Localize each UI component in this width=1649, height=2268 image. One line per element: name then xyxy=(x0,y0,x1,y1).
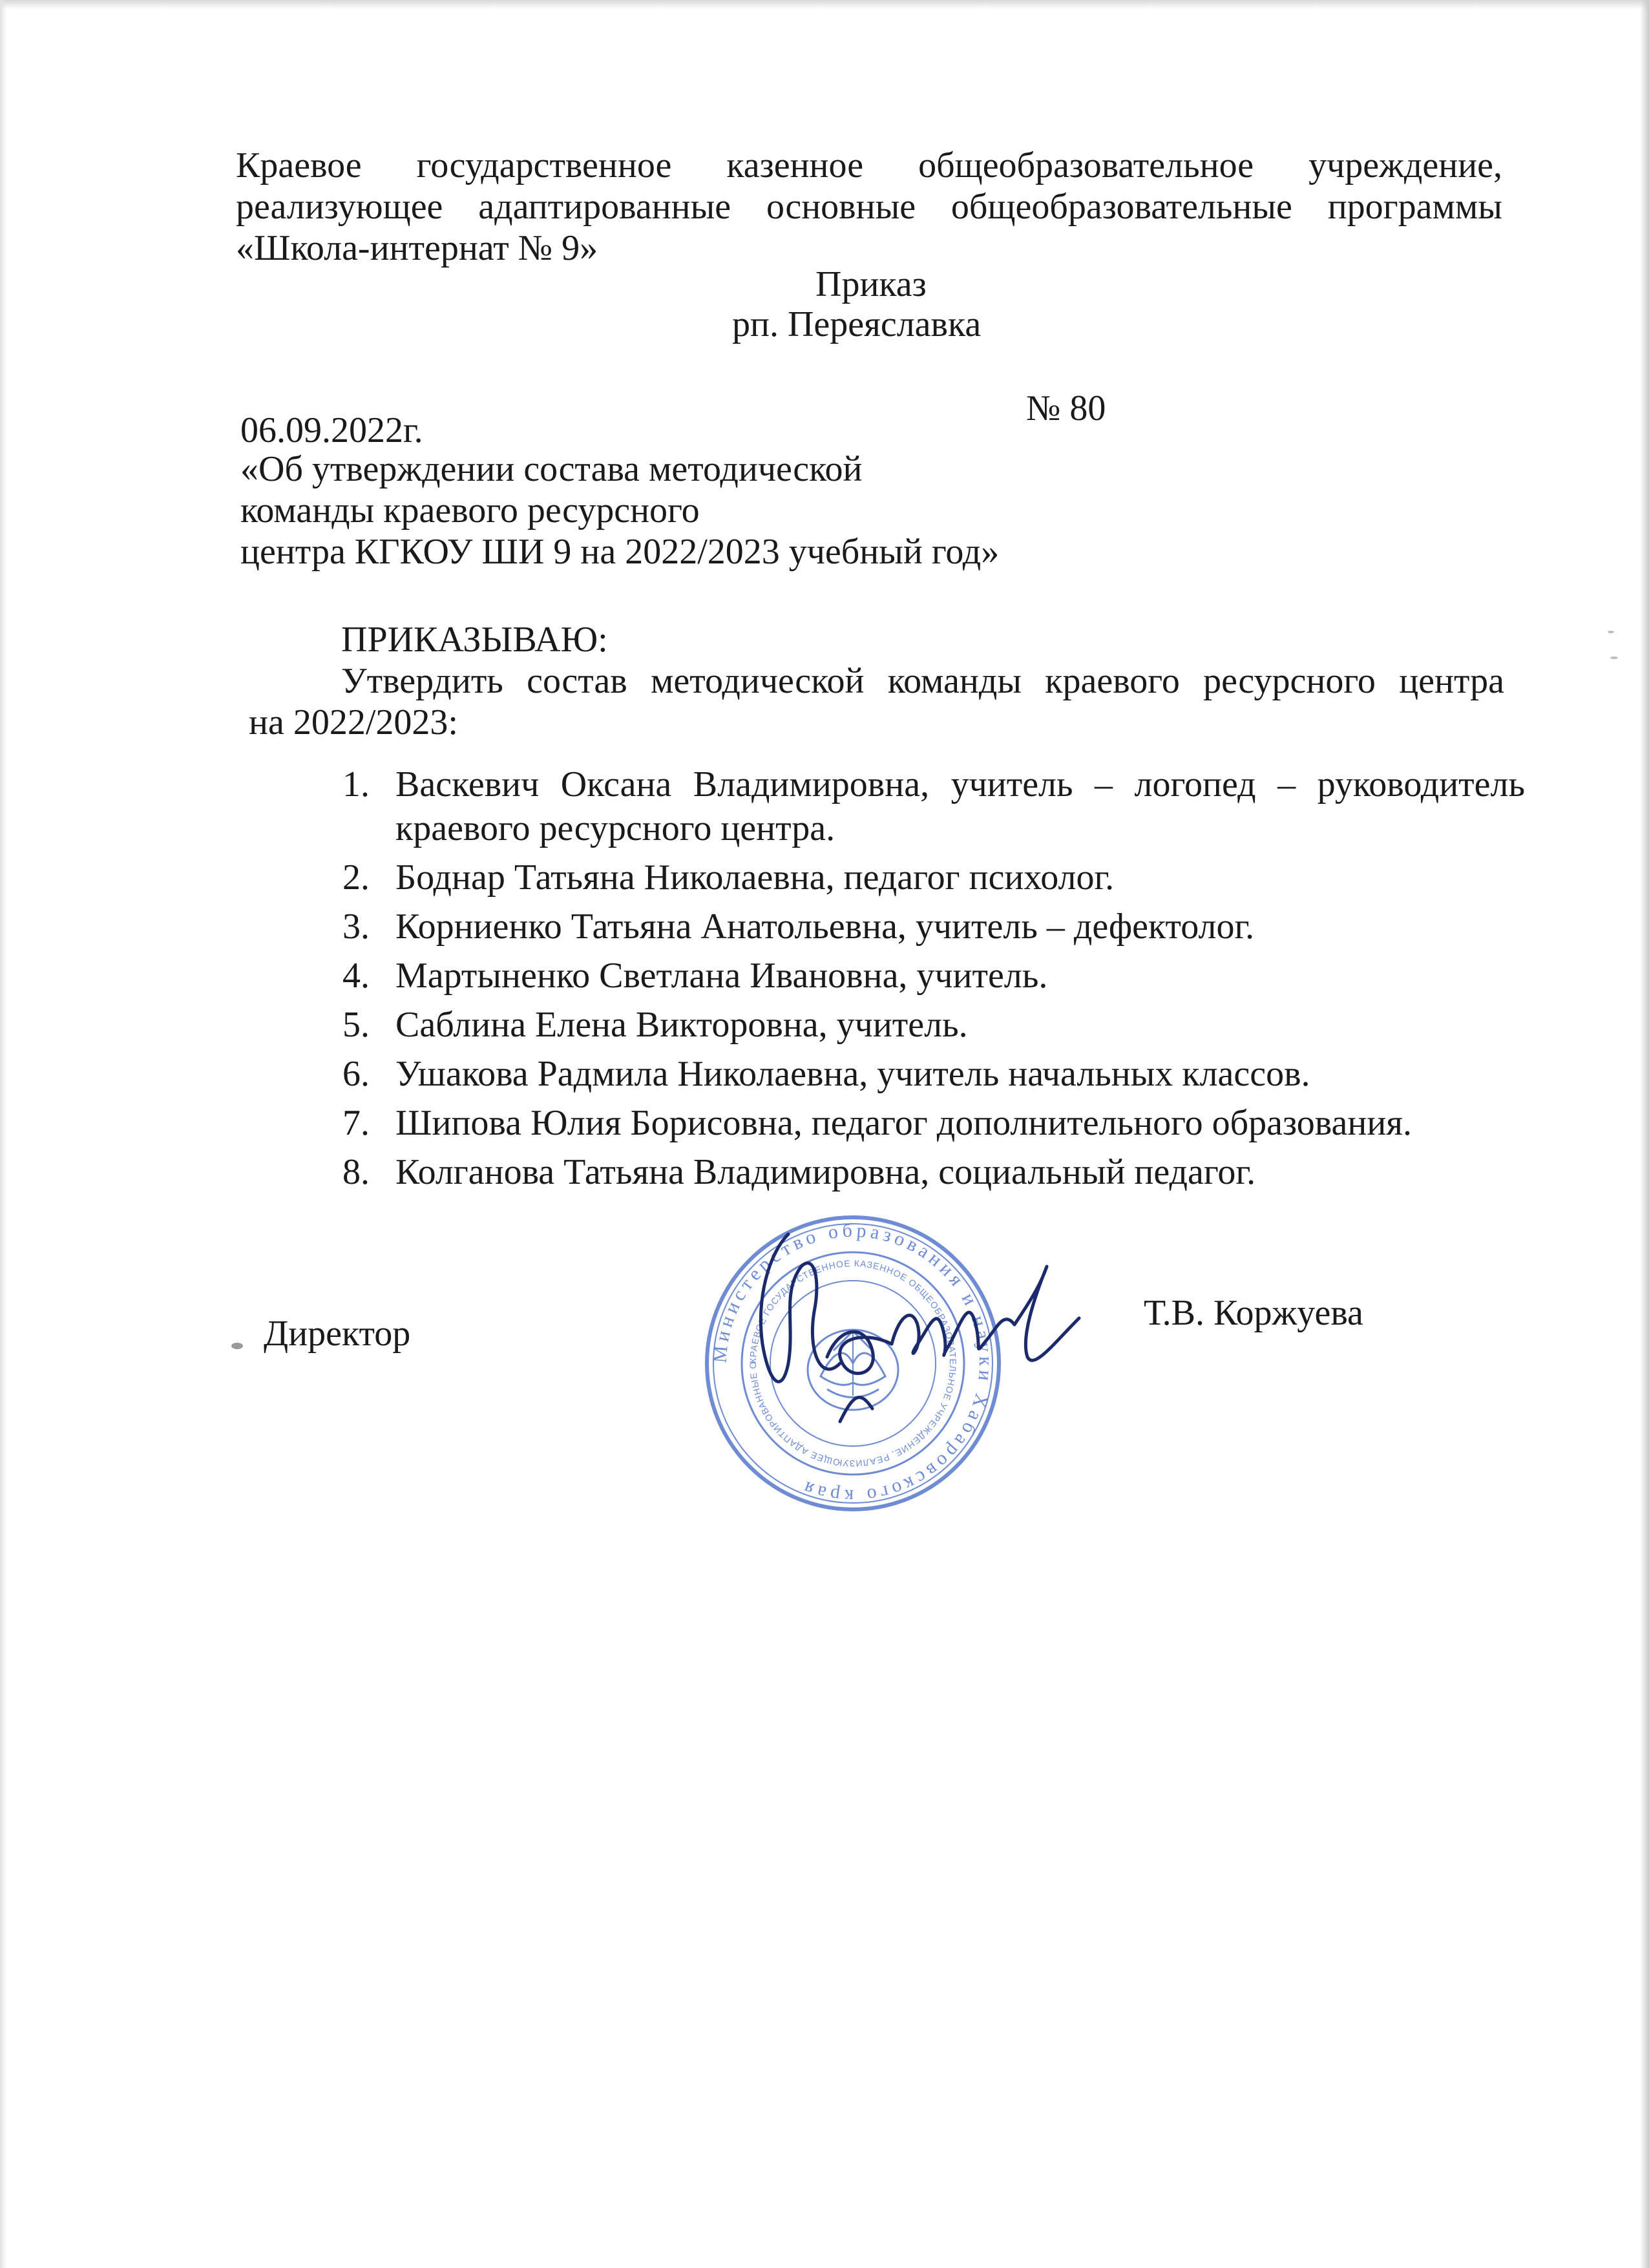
list-item xyxy=(336,1003,1525,1047)
org-name-line-1: Краевое государственное казенное общеобразовательное учреждение, xyxy=(236,145,1502,185)
signature-position: Директор xyxy=(264,1314,411,1354)
scan-edge-right xyxy=(1640,0,1649,2268)
list-item-text-continued: краевого ресурсного центра. xyxy=(395,808,835,848)
list-item xyxy=(336,762,1525,850)
signature-icon xyxy=(743,1228,1092,1434)
scan-artifact-dot xyxy=(1608,631,1614,633)
list-item-number: 8. xyxy=(342,1152,370,1192)
handwritten-signature xyxy=(743,1228,1092,1434)
list-item xyxy=(336,1052,1525,1096)
org-name-line-3: «Школа-интернат № 9» xyxy=(236,228,598,268)
svg-text:Министерство образования и нау: Министерство образования и науки Хабаровского края xyxy=(709,1219,997,1507)
scan-artifact-dot xyxy=(231,1343,243,1349)
list-item xyxy=(336,905,1525,949)
list-item-number: 3. xyxy=(342,907,370,947)
list-item-text: Боднар Татьяна Николаевна, педагог психолог. xyxy=(395,857,1115,898)
list-item-number: 6. xyxy=(342,1054,370,1094)
list-item xyxy=(336,1101,1525,1145)
approve-text-line-1: Утвердить состав методической команды краевого ресурсного центра xyxy=(341,661,1504,701)
order-number: № 80 xyxy=(1026,388,1106,428)
list-item-number: 4. xyxy=(342,956,370,996)
scan-edge-top xyxy=(0,0,1649,9)
order-date: 06.09.2022г. xyxy=(240,410,423,450)
order-subject-line-3: центра КГКОУ ШИ 9 на 2022/2023 учебный год» xyxy=(240,532,1000,572)
list-item-number: 1. xyxy=(342,764,370,804)
list-item-number: 7. xyxy=(342,1103,370,1143)
approve-text-line-2: на 2022/2023: xyxy=(249,702,458,742)
document-place: рп. Переяславка xyxy=(732,304,982,344)
members-list xyxy=(336,762,1525,1199)
list-item-text: Мартыненко Светлана Ивановна, учитель. xyxy=(395,956,1048,996)
svg-text:КРАЕВОЕ ГОСУДАРСТВЕННОЕ КАЗЕНН: КРАЕВОЕ ГОСУДАРСТВЕННОЕ КАЗЕННОЕ ОБЩЕОБРАЗОВАТЕЛЬНОЕ УЧРЕЖДЕНИЕ, РЕАЛИЗУЮЩЕЕ АДАПТИРОВАННЫЕ О xyxy=(747,1257,959,1469)
list-item-text: Ушакова Радмила Николаевна, учитель начальных классов. xyxy=(395,1054,1310,1094)
list-item-text: Корниенко Татьяна Анатольевна, учитель – дефектолог. xyxy=(395,907,1255,947)
list-item-text: Колганова Татьяна Владимировна, социальный педагог. xyxy=(395,1152,1256,1192)
scan-artifact-dot xyxy=(1610,656,1618,659)
list-item-text: Саблина Елена Викторовна, учитель. xyxy=(395,1005,968,1045)
list-item xyxy=(336,954,1525,998)
scan-edge-left xyxy=(0,0,6,2268)
signature-name: Т.В. Коржуева xyxy=(1144,1293,1363,1333)
document-type: Приказ xyxy=(815,264,927,304)
order-subject-line-1: «Об утверждении состава методической xyxy=(240,449,863,489)
list-item-text: Васкевич Оксана Владимировна, учитель – логопед – руководитель xyxy=(395,764,1525,804)
list-item xyxy=(336,856,1525,899)
order-subject-line-2: команды краевого ресурсного xyxy=(240,490,700,530)
list-item-number: 2. xyxy=(342,857,370,898)
list-item xyxy=(336,1150,1525,1194)
list-item-number: 5. xyxy=(342,1005,370,1045)
order-command: ПРИКАЗЫВАЮ: xyxy=(341,620,608,660)
org-name-line-2: реализующее адаптированные основные общеобразовательные программы xyxy=(236,187,1502,227)
list-item-text: Шипова Юлия Борисовна, педагог дополнительного образования. xyxy=(395,1103,1413,1143)
